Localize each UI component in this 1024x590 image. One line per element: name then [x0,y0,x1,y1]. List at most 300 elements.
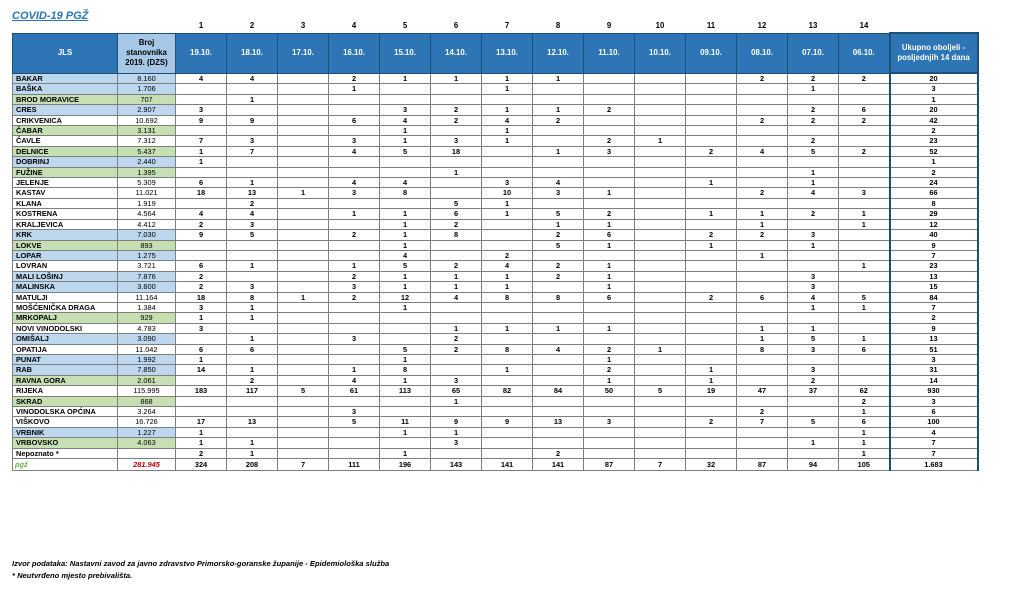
case-count-cell [635,396,686,406]
case-count-cell: 1 [686,365,737,375]
case-count-cell [635,146,686,156]
case-count-cell: 1 [431,73,482,84]
population-cell: 1.275 [118,250,176,260]
case-count-cell [839,230,890,240]
total-cell: 40 [890,230,978,240]
header-date: 07.10. [788,33,839,73]
case-count-cell [839,136,890,146]
population-cell: 1.919 [118,198,176,208]
case-count-cell: 6 [176,178,227,188]
case-count-cell [788,396,839,406]
case-count-cell: 1 [839,407,890,417]
case-count-cell: 1 [839,438,890,448]
case-count-cell: 1 [737,250,788,260]
total-cell: 2 [890,167,978,177]
case-count-cell: 2 [431,219,482,229]
case-count-cell: 1 [380,427,431,437]
column-number-row [13,20,978,33]
case-count-cell [533,157,584,167]
population-cell: 3.600 [118,282,176,292]
case-count-cell [686,126,737,136]
case-count-cell [176,407,227,417]
case-count-cell [533,375,584,385]
case-count-cell [176,334,227,344]
total-cell: 12 [890,219,978,229]
case-count-cell [533,302,584,312]
case-count-cell [635,178,686,188]
population-cell: 1.395 [118,167,176,177]
case-count-cell: 2 [584,365,635,375]
sum-row [13,459,978,471]
case-count-cell [482,146,533,156]
case-count-cell: 1 [788,178,839,188]
case-count-cell [176,126,227,136]
case-count-cell: 6 [176,261,227,271]
case-count-cell [329,219,380,229]
case-count-cell [533,84,584,94]
case-count-cell [380,407,431,417]
case-count-cell: 8 [380,188,431,198]
table-row [13,84,978,94]
case-count-cell: 1 [584,271,635,281]
case-count-cell: 8 [380,365,431,375]
case-count-cell: 2 [686,292,737,302]
case-count-cell [584,448,635,458]
case-count-cell [533,282,584,292]
case-count-cell: 3 [329,188,380,198]
population-cell: 3.264 [118,407,176,417]
case-count-cell: 1 [176,157,227,167]
case-count-cell [635,313,686,323]
case-count-cell [227,126,278,136]
case-count-cell: 1 [482,126,533,136]
case-count-cell: 6 [176,344,227,354]
case-count-cell: 4 [737,146,788,156]
case-count-cell: 1 [533,219,584,229]
case-count-cell [635,417,686,427]
population-cell: 3.090 [118,334,176,344]
case-count-cell [278,417,329,427]
case-count-cell: 1 [584,323,635,333]
municipality-name: NOVI VINODOLSKI [13,323,118,333]
case-count-cell: 1 [380,73,431,84]
case-count-cell [686,448,737,458]
case-count-cell: 4 [380,178,431,188]
case-count-cell: 3 [788,282,839,292]
case-count-cell [686,427,737,437]
case-count-cell: 1 [380,354,431,364]
case-count-cell: 82 [482,386,533,396]
column-number: 1 [198,21,204,31]
case-count-cell: 3 [176,323,227,333]
grand-total: 1.683 [890,459,978,471]
case-count-cell [278,365,329,375]
total-cell: 4 [890,427,978,437]
case-count-cell [278,261,329,271]
case-count-cell: 4 [380,250,431,260]
case-count-cell: 1 [788,84,839,94]
population-cell: 2.440 [118,157,176,167]
case-count-cell: 1 [788,323,839,333]
case-count-cell [533,334,584,344]
case-count-cell [278,178,329,188]
municipality-name: OMIŠALJ [13,334,118,344]
case-count-cell [584,94,635,104]
case-count-cell: 47 [737,386,788,396]
case-count-cell [176,94,227,104]
case-count-cell [329,396,380,406]
total-cell: 3 [890,84,978,94]
total-cell: 3 [890,354,978,364]
case-count-cell [227,250,278,260]
case-count-cell [533,354,584,364]
case-count-cell [635,302,686,312]
municipality-name: CRES [13,105,118,115]
page-title: COVID-19 PGŽ [12,10,89,22]
case-count-cell: 2 [431,344,482,354]
case-count-cell [686,438,737,448]
case-count-cell: 7 [737,417,788,427]
case-count-cell: 1 [584,354,635,364]
case-count-cell [380,198,431,208]
case-count-cell: 2 [737,115,788,125]
municipality-name: DOBRINJ [13,157,118,167]
case-count-cell [278,230,329,240]
case-count-cell [329,323,380,333]
case-count-cell: 2 [839,146,890,156]
case-count-cell: 2 [737,188,788,198]
case-count-cell [380,157,431,167]
case-count-cell: 50 [584,386,635,396]
case-count-cell [635,438,686,448]
case-count-cell [431,240,482,250]
municipality-name: VIŠKOVO [13,417,118,427]
municipality-name: VRBOVSKO [13,438,118,448]
case-count-cell [329,240,380,250]
case-count-cell [839,94,890,104]
case-count-cell [686,198,737,208]
case-count-cell [584,167,635,177]
case-count-cell [431,365,482,375]
total-cell: 1 [890,94,978,104]
case-count-cell [635,94,686,104]
case-count-cell: 3 [227,282,278,292]
case-count-cell: 3 [227,136,278,146]
case-count-cell: 1 [686,375,737,385]
header-date: 10.10. [635,33,686,73]
table-row [13,105,978,115]
case-count-cell [482,375,533,385]
case-count-cell [482,167,533,177]
case-count-cell [278,157,329,167]
daily-sum-cell: 94 [788,459,839,471]
case-count-cell: 1 [278,188,329,198]
header-date: 15.10. [380,33,431,73]
table-row [13,157,978,167]
case-count-cell [788,448,839,458]
case-count-cell: 3 [788,271,839,281]
case-count-cell: 1 [482,282,533,292]
case-count-cell: 9 [176,115,227,125]
population-cell: 115.995 [118,386,176,396]
total-cell: 20 [890,73,978,84]
case-count-cell: 113 [380,386,431,396]
case-count-cell [176,396,227,406]
daily-sum-cell: 324 [176,459,227,471]
daily-sum-cell: 111 [329,459,380,471]
total-cell: 14 [890,375,978,385]
header-date: 12.10. [533,33,584,73]
case-count-cell: 2 [839,73,890,84]
case-count-cell [686,323,737,333]
municipality-name: ČAVLE [13,136,118,146]
case-count-cell: 5 [380,344,431,354]
case-count-cell: 1 [584,261,635,271]
municipality-name: LOPAR [13,250,118,260]
case-count-cell: 5 [431,198,482,208]
municipality-name: JELENJE [13,178,118,188]
case-count-cell [431,157,482,167]
case-count-cell: 2 [584,344,635,354]
total-cell: 20 [890,105,978,115]
total-cell: 7 [890,438,978,448]
case-count-cell: 1 [482,271,533,281]
column-number-spacer [13,20,118,33]
case-count-cell: 2 [737,230,788,240]
case-count-cell: 9 [176,230,227,240]
case-count-cell: 1 [176,146,227,156]
case-count-cell: 3 [176,302,227,312]
case-count-cell [533,198,584,208]
case-count-cell [227,240,278,250]
total-cell: 6 [890,407,978,417]
case-count-cell [533,313,584,323]
table-row [13,240,978,250]
case-count-cell [839,323,890,333]
case-count-cell: 12 [380,292,431,302]
case-count-cell [278,115,329,125]
case-count-cell: 1 [227,94,278,104]
case-count-cell: 1 [380,302,431,312]
population-cell: 4.564 [118,209,176,219]
population-cell: 11.042 [118,344,176,354]
case-count-cell: 1 [329,261,380,271]
case-count-cell: 2 [686,146,737,156]
case-count-cell [278,271,329,281]
case-count-cell [839,167,890,177]
case-count-cell: 84 [533,386,584,396]
case-count-cell [686,396,737,406]
header-date: 16.10. [329,33,380,73]
column-number-spacer [890,20,978,33]
table-row [13,250,978,260]
case-count-cell [482,240,533,250]
case-count-cell [635,375,686,385]
case-count-cell: 65 [431,386,482,396]
case-count-cell [482,334,533,344]
column-number: 7 [504,21,510,31]
case-count-cell: 3 [431,375,482,385]
case-count-cell: 2 [788,375,839,385]
case-count-cell: 5 [533,240,584,250]
case-count-cell [839,354,890,364]
header-date: 17.10. [278,33,329,73]
case-count-cell [227,427,278,437]
case-count-cell [686,344,737,354]
case-count-cell: 1 [584,240,635,250]
case-count-cell: 6 [839,105,890,115]
case-count-cell [635,115,686,125]
case-count-cell [482,448,533,458]
case-count-cell: 5 [635,386,686,396]
case-count-cell [635,282,686,292]
case-count-cell: 1 [380,126,431,136]
table-row [13,302,978,312]
column-number: 4 [351,21,357,31]
case-count-cell: 1 [227,448,278,458]
case-count-cell: 3 [788,344,839,354]
table-row [13,167,978,177]
column-number: 8 [555,21,561,31]
municipality-name: RIJEKA [13,386,118,396]
case-count-cell [278,323,329,333]
case-count-cell [686,115,737,125]
case-count-cell [737,84,788,94]
case-count-cell: 1 [329,365,380,375]
case-count-cell: 183 [176,386,227,396]
case-count-cell [788,126,839,136]
case-count-cell: 1 [380,448,431,458]
case-count-cell [431,313,482,323]
column-number: 3 [300,21,306,31]
case-count-cell [788,261,839,271]
case-count-cell: 1 [839,448,890,458]
case-count-cell: 2 [533,271,584,281]
case-count-cell: 1 [737,323,788,333]
case-count-cell [635,219,686,229]
population-cell: 5.437 [118,146,176,156]
municipality-name: MOŠĆENIČKA DRAGA [13,302,118,312]
case-count-cell: 62 [839,386,890,396]
total-cell: 2 [890,126,978,136]
case-count-cell [380,396,431,406]
case-count-cell [584,84,635,94]
case-count-cell [686,136,737,146]
total-cell: 3 [890,396,978,406]
case-count-cell [329,105,380,115]
case-count-cell: 117 [227,386,278,396]
header-date: 14.10. [431,33,482,73]
case-count-cell: 2 [584,136,635,146]
case-count-cell [482,438,533,448]
case-count-cell [788,157,839,167]
population-cell: 4.783 [118,323,176,333]
case-count-cell [635,448,686,458]
case-count-cell: 1 [227,365,278,375]
case-count-cell [635,157,686,167]
case-count-cell: 3 [431,438,482,448]
total-cell: 9 [890,240,978,250]
case-count-cell [737,313,788,323]
header-row [13,33,978,73]
case-count-cell: 2 [533,115,584,125]
case-count-cell [329,438,380,448]
population-cell: 1.992 [118,354,176,364]
case-count-cell: 3 [329,407,380,417]
table-row [13,396,978,406]
case-count-cell [635,334,686,344]
case-count-cell: 6 [584,292,635,302]
case-count-cell [839,178,890,188]
case-count-cell: 2 [176,282,227,292]
case-count-cell [380,334,431,344]
case-count-cell [329,250,380,260]
column-number: 12 [757,21,767,31]
case-count-cell [737,94,788,104]
case-count-cell [686,313,737,323]
case-count-cell: 5 [380,261,431,271]
case-count-cell [737,438,788,448]
case-count-cell: 1 [227,313,278,323]
case-count-cell [737,396,788,406]
case-count-cell [686,302,737,312]
case-count-cell [380,323,431,333]
case-count-cell [227,407,278,417]
case-count-cell [737,157,788,167]
case-count-cell [227,105,278,115]
case-count-cell [686,334,737,344]
case-count-cell [482,354,533,364]
population-cell [118,448,176,458]
population-cell: 8.160 [118,73,176,84]
case-count-cell [737,365,788,375]
table-row [13,219,978,229]
case-count-cell: 7 [227,146,278,156]
case-count-cell [737,136,788,146]
case-count-cell [635,292,686,302]
case-count-cell: 1 [839,261,890,271]
total-cell: 2 [890,313,978,323]
case-count-cell [482,230,533,240]
case-count-cell: 1 [176,438,227,448]
table-row [13,354,978,364]
case-count-cell [737,427,788,437]
case-count-cell [584,198,635,208]
table-row [13,73,978,84]
population-cell: 7.876 [118,271,176,281]
case-count-cell [635,427,686,437]
case-count-cell: 1 [380,230,431,240]
case-count-cell [584,334,635,344]
case-count-cell [278,94,329,104]
case-count-cell [431,188,482,198]
header-date: 19.10. [176,33,227,73]
case-count-cell [737,198,788,208]
case-count-cell [227,354,278,364]
case-count-cell [380,313,431,323]
case-count-cell [380,84,431,94]
case-count-cell: 1 [176,354,227,364]
case-count-cell: 3 [431,136,482,146]
case-count-cell [686,94,737,104]
case-count-cell [431,126,482,136]
daily-sum-cell: 143 [431,459,482,471]
case-count-cell: 3 [329,334,380,344]
case-count-cell [278,219,329,229]
population-cell: 16.726 [118,417,176,427]
table-row [13,178,978,188]
municipality-name: FUŽINE [13,167,118,177]
